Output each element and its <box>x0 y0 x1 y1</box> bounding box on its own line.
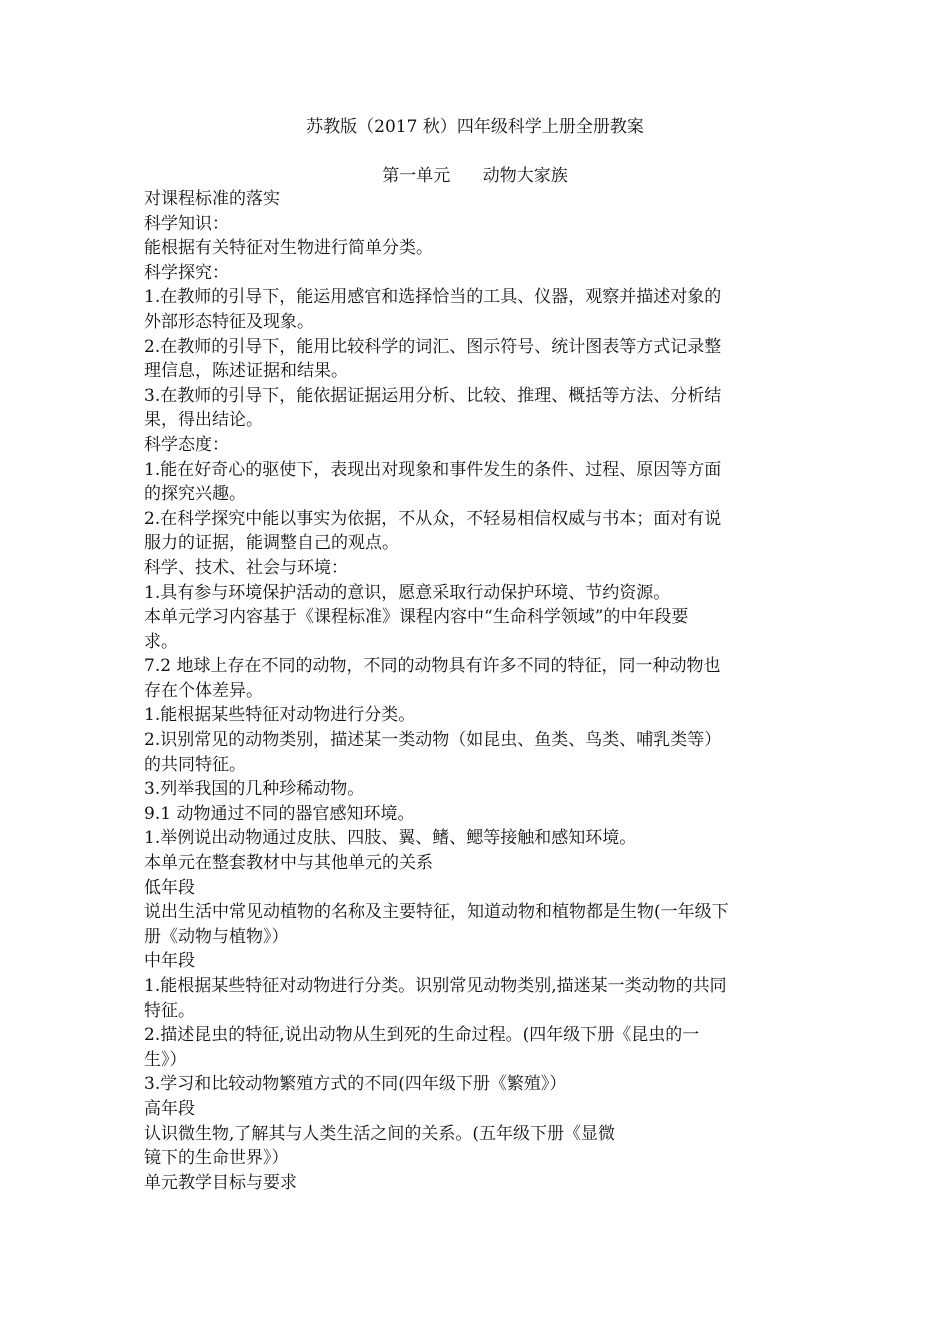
text-line: 服力的证据，能调整自己的观点。 <box>144 533 399 554</box>
unit-title: 第一单元 动物大家族 <box>382 166 568 186</box>
text-line: 1.举例说出动物通过皮肤、四肢、翼、鳍、鳃等接触和感知环境。 <box>144 828 637 849</box>
text-line: 特征。 <box>144 1000 195 1021</box>
text-line: 中年段 <box>144 951 195 972</box>
text-line: 存在个体差异。 <box>144 680 263 701</box>
text-line: 1.在教师的引导下，能运用感官和选择恰当的工具、仪器，观察并描述对象的 <box>144 287 722 308</box>
text-line: 高年段 <box>144 1098 195 1119</box>
text-line: 对课程标准的落实 <box>144 189 280 209</box>
text-line: 本单元学习内容基于《课程标准》课程内容中“生命科学领域”的中年段要 <box>144 607 689 628</box>
text-line: 2.识别常见的动物类别，描述某一类动物（如昆虫、鱼类、鸟类、哺乳类等） <box>144 730 722 751</box>
text-line: 2.在科学探究中能以事实为依据，不从众，不轻易相信权威与书本；面对有说 <box>144 508 722 529</box>
text-line: 1.能根据某些特征对动物进行分类。 <box>144 705 416 726</box>
text-line: 理信息，陈述证据和结果。 <box>144 361 348 382</box>
text-line: 科学知识： <box>144 213 229 234</box>
text-line: 1.具有参与环境保护活动的意识，愿意采取行动保护环境、节约资源。 <box>144 582 671 603</box>
text-line: 认识微生物,了解其与人类生活之间的关系。(五年级下册《显微 <box>144 1123 616 1144</box>
text-line: 3.在教师的引导下，能依据证据运用分析、比较、推理、概括等方法、分析结 <box>144 385 722 406</box>
text-line: 果，得出结论。 <box>144 410 263 431</box>
text-line: 求。 <box>144 631 178 652</box>
text-line: 3.列举我国的几种珍稀动物。 <box>144 779 365 800</box>
text-line: 生》） <box>144 1049 187 1070</box>
text-line: 科学、技术、社会与环境： <box>144 557 348 578</box>
text-line: 的共同特征。 <box>144 754 246 775</box>
text-line: 的探究兴趣。 <box>144 484 246 505</box>
text-line: 册《动物与植物》） <box>144 926 289 947</box>
text-line: 2.在教师的引导下，能用比较科学的词汇、图示符号、统计图表等方式记录整 <box>144 336 722 357</box>
text-line: 1.能在好奇心的驱使下，表现出对现象和事件发生的条件、过程、原因等方面 <box>144 459 722 480</box>
text-line: 科学探究： <box>144 262 229 283</box>
text-line: 1.能根据某些特征对动物进行分类。识别常见动物类别,描迷某一类动物的共同 <box>144 976 727 996</box>
text-line: 本单元在整套教材中与其他单元的关系 <box>144 853 433 874</box>
document-title: 苏教版（2017 秋）四年级科学上册全册教案 <box>306 117 644 137</box>
document-body <box>144 187 808 1195</box>
text-line: 2.描述昆虫的特征,说出动物从生到死的生命过程。(四年级下册《昆虫的一 <box>144 1025 700 1046</box>
text-line: 镜下的生命世界》） <box>144 1148 289 1169</box>
text-line: 单元教学目标与要求 <box>144 1172 297 1193</box>
text-line: 说出生活中常见动植物的名称及主要特征，知道动物和植物都是生物(一年级下 <box>144 902 729 923</box>
text-line: 3.学习和比较动物繁殖方式的不同(四年级下册《繁殖》） <box>144 1074 567 1095</box>
text-line: 能根据有关特征对生物进行简单分类。 <box>144 238 433 259</box>
text-line: 9.1 动物通过不同的器官感知环境。 <box>144 803 415 824</box>
text-line: 科学态度： <box>144 434 229 455</box>
text-line: 低年段 <box>144 877 195 898</box>
text-line: 外部形态特征及现象。 <box>144 311 314 332</box>
text-line: 7.2 地球上存在不同的动物，不同的动物具有许多不同的特征，同一种动物也 <box>144 656 721 677</box>
